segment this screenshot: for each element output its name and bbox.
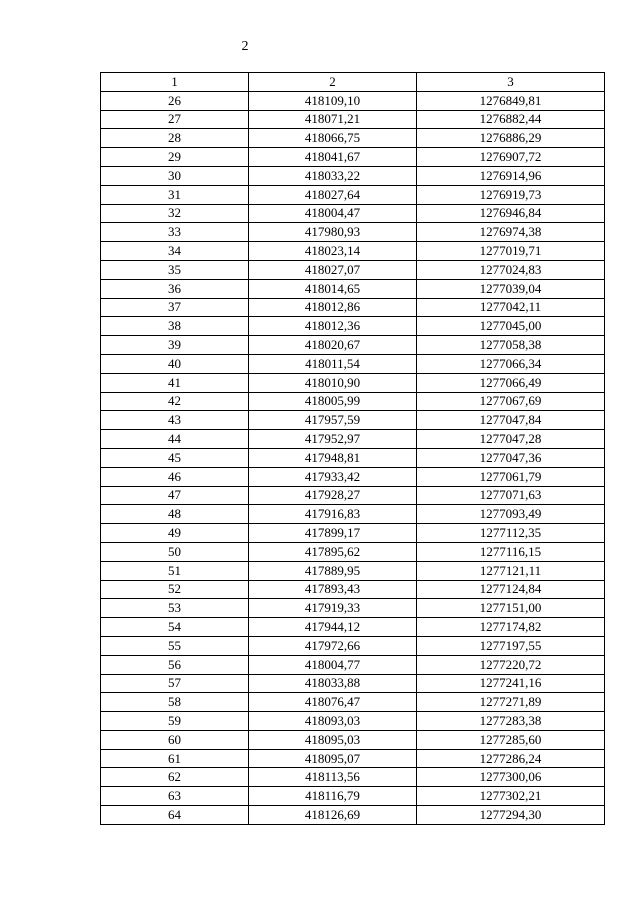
cell-y-coordinate: 1277241,16 <box>417 674 605 693</box>
cell-x-coordinate: 417944,12 <box>249 618 417 637</box>
cell-point-number: 64 <box>101 806 249 825</box>
cell-point-number: 27 <box>101 110 249 129</box>
table-row <box>101 561 605 580</box>
table-row <box>101 486 605 505</box>
cell-x-coordinate: 418012,36 <box>249 317 417 336</box>
column-header-point-number: 1 <box>101 73 249 92</box>
table-row <box>101 693 605 712</box>
cell-x-coordinate: 418095,07 <box>249 749 417 768</box>
table-body <box>101 91 605 824</box>
cell-y-coordinate: 1277058,38 <box>417 336 605 355</box>
cell-y-coordinate: 1277271,89 <box>417 693 605 712</box>
column-header-x: 2 <box>249 73 417 92</box>
cell-y-coordinate: 1277197,55 <box>417 636 605 655</box>
cell-y-coordinate: 1277093,49 <box>417 505 605 524</box>
table-row <box>101 91 605 110</box>
cell-point-number: 50 <box>101 542 249 561</box>
cell-y-coordinate: 1277045,00 <box>417 317 605 336</box>
cell-y-coordinate: 1277286,24 <box>417 749 605 768</box>
table-row <box>101 730 605 749</box>
cell-point-number: 45 <box>101 448 249 467</box>
cell-y-coordinate: 1277285,60 <box>417 730 605 749</box>
table-header-row <box>101 73 605 92</box>
cell-point-number: 49 <box>101 524 249 543</box>
cell-x-coordinate: 418012,86 <box>249 298 417 317</box>
cell-point-number: 41 <box>101 373 249 392</box>
cell-x-coordinate: 417893,43 <box>249 580 417 599</box>
cell-y-coordinate: 1277174,82 <box>417 618 605 637</box>
cell-x-coordinate: 418023,14 <box>249 242 417 261</box>
cell-y-coordinate: 1277061,79 <box>417 467 605 486</box>
cell-x-coordinate: 417980,93 <box>249 223 417 242</box>
table-row <box>101 618 605 637</box>
cell-point-number: 60 <box>101 730 249 749</box>
table-row <box>101 279 605 298</box>
cell-point-number: 40 <box>101 354 249 373</box>
cell-x-coordinate: 418033,88 <box>249 674 417 693</box>
cell-x-coordinate: 417919,33 <box>249 599 417 618</box>
table-row <box>101 373 605 392</box>
table-row <box>101 768 605 787</box>
table-row <box>101 655 605 674</box>
cell-y-coordinate: 1277300,06 <box>417 768 605 787</box>
cell-y-coordinate: 1277294,30 <box>417 806 605 825</box>
cell-y-coordinate: 1277116,15 <box>417 542 605 561</box>
cell-y-coordinate: 1277071,63 <box>417 486 605 505</box>
cell-y-coordinate: 1276946,84 <box>417 204 605 223</box>
cell-point-number: 55 <box>101 636 249 655</box>
cell-point-number: 62 <box>101 768 249 787</box>
cell-x-coordinate: 418011,54 <box>249 354 417 373</box>
cell-y-coordinate: 1276907,72 <box>417 148 605 167</box>
cell-y-coordinate: 1277151,00 <box>417 599 605 618</box>
table-row <box>101 636 605 655</box>
table-row <box>101 185 605 204</box>
cell-y-coordinate: 1277024,83 <box>417 260 605 279</box>
cell-x-coordinate: 417889,95 <box>249 561 417 580</box>
cell-point-number: 36 <box>101 279 249 298</box>
cell-point-number: 31 <box>101 185 249 204</box>
cell-point-number: 51 <box>101 561 249 580</box>
cell-x-coordinate: 418041,67 <box>249 148 417 167</box>
cell-x-coordinate: 418076,47 <box>249 693 417 712</box>
cell-point-number: 30 <box>101 166 249 185</box>
cell-x-coordinate: 418113,56 <box>249 768 417 787</box>
cell-x-coordinate: 418014,65 <box>249 279 417 298</box>
cell-x-coordinate: 417957,59 <box>249 411 417 430</box>
table-row <box>101 448 605 467</box>
table-row <box>101 749 605 768</box>
cell-x-coordinate: 418010,90 <box>249 373 417 392</box>
cell-x-coordinate: 417928,27 <box>249 486 417 505</box>
cell-point-number: 44 <box>101 430 249 449</box>
cell-x-coordinate: 418033,22 <box>249 166 417 185</box>
cell-point-number: 38 <box>101 317 249 336</box>
cell-x-coordinate: 418027,07 <box>249 260 417 279</box>
cell-x-coordinate: 417952,97 <box>249 430 417 449</box>
cell-x-coordinate: 418126,69 <box>249 806 417 825</box>
cell-point-number: 39 <box>101 336 249 355</box>
cell-x-coordinate: 418071,21 <box>249 110 417 129</box>
cell-y-coordinate: 1277066,34 <box>417 354 605 373</box>
cell-point-number: 32 <box>101 204 249 223</box>
table-row <box>101 542 605 561</box>
cell-point-number: 34 <box>101 242 249 261</box>
table-row <box>101 242 605 261</box>
table-row <box>101 260 605 279</box>
cell-y-coordinate: 1276974,38 <box>417 223 605 242</box>
cell-point-number: 61 <box>101 749 249 768</box>
cell-y-coordinate: 1277047,84 <box>417 411 605 430</box>
table-row <box>101 505 605 524</box>
cell-y-coordinate: 1277283,38 <box>417 712 605 731</box>
cell-y-coordinate: 1276849,81 <box>417 91 605 110</box>
cell-point-number: 33 <box>101 223 249 242</box>
table-row <box>101 298 605 317</box>
table-row <box>101 392 605 411</box>
cell-x-coordinate: 418004,47 <box>249 204 417 223</box>
cell-x-coordinate: 418005,99 <box>249 392 417 411</box>
cell-y-coordinate: 1277067,69 <box>417 392 605 411</box>
table-row <box>101 524 605 543</box>
coordinates-table <box>100 72 605 825</box>
table-row <box>101 787 605 806</box>
cell-x-coordinate: 418066,75 <box>249 129 417 148</box>
cell-y-coordinate: 1277302,21 <box>417 787 605 806</box>
cell-y-coordinate: 1276919,73 <box>417 185 605 204</box>
cell-point-number: 52 <box>101 580 249 599</box>
cell-x-coordinate: 418093,03 <box>249 712 417 731</box>
cell-y-coordinate: 1277121,11 <box>417 561 605 580</box>
cell-y-coordinate: 1276886,29 <box>417 129 605 148</box>
cell-y-coordinate: 1277019,71 <box>417 242 605 261</box>
cell-point-number: 35 <box>101 260 249 279</box>
cell-x-coordinate: 418027,64 <box>249 185 417 204</box>
table-row <box>101 204 605 223</box>
cell-y-coordinate: 1277039,04 <box>417 279 605 298</box>
cell-point-number: 57 <box>101 674 249 693</box>
table-row <box>101 580 605 599</box>
cell-point-number: 54 <box>101 618 249 637</box>
cell-x-coordinate: 417916,83 <box>249 505 417 524</box>
table-row <box>101 317 605 336</box>
cell-point-number: 43 <box>101 411 249 430</box>
cell-point-number: 26 <box>101 91 249 110</box>
cell-x-coordinate: 418095,03 <box>249 730 417 749</box>
cell-y-coordinate: 1276882,44 <box>417 110 605 129</box>
cell-x-coordinate: 417933,42 <box>249 467 417 486</box>
table-row <box>101 599 605 618</box>
table-row <box>101 430 605 449</box>
cell-y-coordinate: 1277124,84 <box>417 580 605 599</box>
cell-x-coordinate: 417899,17 <box>249 524 417 543</box>
cell-point-number: 37 <box>101 298 249 317</box>
cell-y-coordinate: 1277220,72 <box>417 655 605 674</box>
table-row <box>101 354 605 373</box>
cell-point-number: 47 <box>101 486 249 505</box>
cell-point-number: 56 <box>101 655 249 674</box>
cell-x-coordinate: 418109,10 <box>249 91 417 110</box>
cell-x-coordinate: 417948,81 <box>249 448 417 467</box>
cell-point-number: 63 <box>101 787 249 806</box>
table-row <box>101 148 605 167</box>
table-row <box>101 674 605 693</box>
table-row <box>101 129 605 148</box>
cell-point-number: 48 <box>101 505 249 524</box>
cell-point-number: 42 <box>101 392 249 411</box>
cell-x-coordinate: 418116,79 <box>249 787 417 806</box>
table-row <box>101 806 605 825</box>
cell-x-coordinate: 417895,62 <box>249 542 417 561</box>
table-row <box>101 467 605 486</box>
cell-point-number: 53 <box>101 599 249 618</box>
page-number-text: 2 <box>241 39 249 54</box>
cell-y-coordinate: 1276914,96 <box>417 166 605 185</box>
table-row <box>101 336 605 355</box>
table-row <box>101 712 605 731</box>
cell-y-coordinate: 1277066,49 <box>417 373 605 392</box>
table-row <box>101 411 605 430</box>
table-row <box>101 223 605 242</box>
cell-y-coordinate: 1277047,36 <box>417 448 605 467</box>
table-row <box>101 166 605 185</box>
cell-point-number: 46 <box>101 467 249 486</box>
cell-x-coordinate: 418004,77 <box>249 655 417 674</box>
cell-point-number: 28 <box>101 129 249 148</box>
cell-y-coordinate: 1277112,35 <box>417 524 605 543</box>
cell-y-coordinate: 1277042,11 <box>417 298 605 317</box>
cell-point-number: 58 <box>101 693 249 712</box>
cell-x-coordinate: 418020,67 <box>249 336 417 355</box>
cell-y-coordinate: 1277047,28 <box>417 430 605 449</box>
page-number <box>0 39 640 55</box>
table-row <box>101 110 605 129</box>
column-header-y: 3 <box>417 73 605 92</box>
cell-point-number: 29 <box>101 148 249 167</box>
cell-x-coordinate: 417972,66 <box>249 636 417 655</box>
cell-point-number: 59 <box>101 712 249 731</box>
